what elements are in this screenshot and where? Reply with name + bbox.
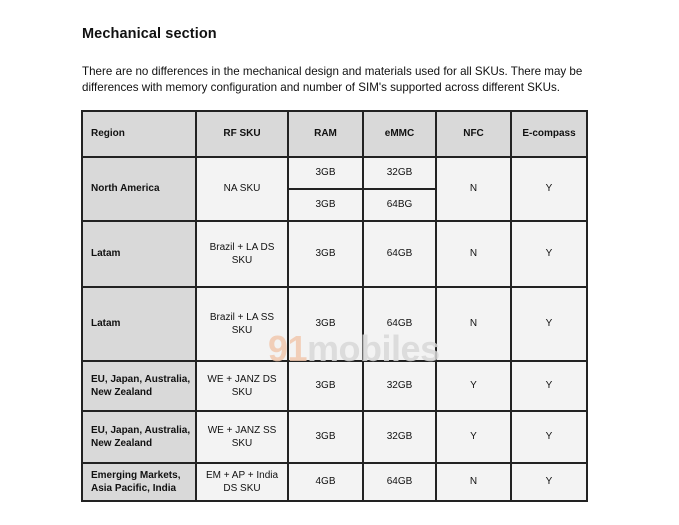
region-cell: Latam <box>82 221 196 287</box>
ecompass-cell: Y <box>511 463 587 501</box>
table-row <box>82 157 587 189</box>
nfc-cell: N <box>436 287 511 361</box>
region-cell: North America <box>82 157 196 221</box>
ecompass-cell: Y <box>511 411 587 463</box>
header-nfc: NFC <box>436 111 511 157</box>
table-row <box>82 361 587 411</box>
nfc-cell: N <box>436 157 511 221</box>
nfc-cell: Y <box>436 361 511 411</box>
ram-cell: 3GB <box>288 287 363 361</box>
watermark-number: 91 <box>268 328 308 369</box>
header-ram: RAM <box>288 111 363 157</box>
table-row <box>82 463 587 501</box>
intro-paragraph: There are no differences in the mechanical design and materials used for all SKUs. There may be differences with memory configuration and number of SIM's supported across different SKUs. <box>82 65 583 94</box>
nfc-cell: Y <box>436 411 511 463</box>
rf-sku-cell: WE + JANZ SS SKU <box>196 411 288 463</box>
header-ecompass: E-compass <box>511 111 587 157</box>
region-cell: EU, Japan, Australia, New Zealand <box>82 361 196 411</box>
nfc-cell: N <box>436 221 511 287</box>
emmc-cell: 64BG <box>363 189 436 221</box>
rf-sku-cell: WE + JANZ DS SKU <box>196 361 288 411</box>
table-row <box>82 221 587 287</box>
emmc-cell: 64GB <box>363 221 436 287</box>
section-heading: Mechanical section <box>82 26 217 42</box>
header-rf-sku: RF SKU <box>196 111 288 157</box>
header-emmc: eMMC <box>363 111 436 157</box>
ram-cell: 4GB <box>288 463 363 501</box>
ecompass-cell: Y <box>511 157 587 221</box>
sku-table <box>81 110 588 502</box>
emmc-cell: 64GB <box>363 463 436 501</box>
table-row <box>82 411 587 463</box>
region-cell: EU, Japan, Australia, New Zealand <box>82 411 196 463</box>
ecompass-cell: Y <box>511 221 587 287</box>
emmc-cell: 32GB <box>363 361 436 411</box>
ram-cell: 3GB <box>288 411 363 463</box>
emmc-cell: 32GB <box>363 157 436 189</box>
table-row <box>82 287 587 361</box>
ecompass-cell: Y <box>511 287 587 361</box>
rf-sku-cell: NA SKU <box>196 157 288 221</box>
ram-cell: 3GB <box>288 189 363 221</box>
table-header-row <box>82 111 587 157</box>
header-region: Region <box>82 111 196 157</box>
region-cell: Latam <box>82 287 196 361</box>
watermark-text: mobiles <box>307 328 440 369</box>
rf-sku-cell: EM + AP + India DS SKU <box>196 463 288 501</box>
nfc-cell: N <box>436 463 511 501</box>
ram-cell: 3GB <box>288 361 363 411</box>
rf-sku-cell: Brazil + LA SS SKU <box>196 287 288 361</box>
ram-cell: 3GB <box>288 221 363 287</box>
emmc-cell: 32GB <box>363 411 436 463</box>
ecompass-cell: Y <box>511 361 587 411</box>
rf-sku-cell: Brazil + LA DS SKU <box>196 221 288 287</box>
ram-cell: 3GB <box>288 157 363 189</box>
emmc-cell: 64GB <box>363 287 436 361</box>
region-cell: Emerging Markets, Asia Pacific, India <box>82 463 196 501</box>
